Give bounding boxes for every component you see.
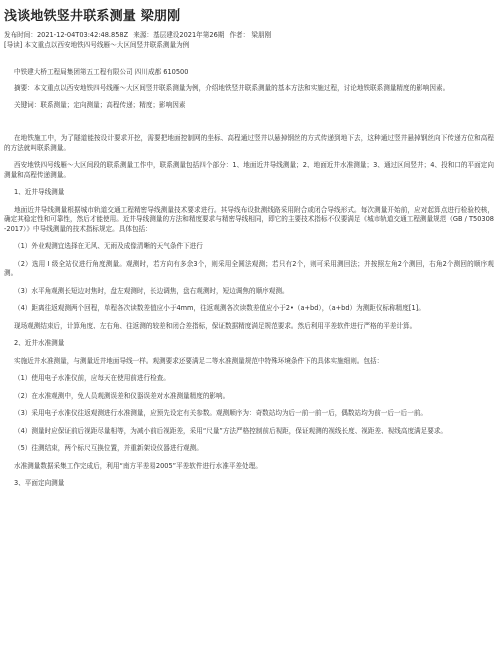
list-item: （4）测量时应保证前后视距尽量相等，为减小前后视距差，采用“尺量”方法严格控制前后视距，保证观测的视线长度、视距差、视线高度满足要求。 bbox=[14, 426, 448, 435]
list-item: （1）使用电子水准仪前，应每天在使用前进行检查。 bbox=[14, 374, 170, 382]
section-heading: 1、近井导线测量 bbox=[14, 188, 65, 196]
body-paragraph: 西安地铁四号线雁～大区间段的联系测量工作中，联系测量包括四个部分：1、地面近井导线测量；2、地面近井水准测量；3、通过区间竖井；4、投和口的平面定向测量和高程传递测量。 bbox=[4, 161, 494, 179]
body-paragraph: 水准测量数据采集工作完成后，利用“南方平差易2005”平差软件进行水准平差处理。 bbox=[14, 461, 262, 470]
lead-summary: [导读] 本文重点以西安地铁四号线雁～大区间竖井联系测量为例 bbox=[4, 41, 190, 49]
source: 来源：基层建设2021年第26期 bbox=[133, 31, 225, 39]
article-title: 浅谈地铁竖井联系测量 梁朋刚 bbox=[4, 9, 181, 24]
body-paragraph: 在地铁施工中，为了隧道能按设计要求开挖，需要把地面控制网的坐标、高程通过竖井以悬掉钢丝的方式传递到地下去，这种通过竖井悬掉钢丝向下传递方位和高程的方法就叫联系测量。 bbox=[4, 134, 494, 152]
list-item: （5）往测结束，两个标尺互换位置，并重新架设仪器进行观测。 bbox=[14, 444, 203, 452]
list-item: （2）选用 I 级全站仪进行角度测量。观测时，若方向有多余3个，则采用全圆法观测；若只有2个，则可采用测回法；并按照左角2个测回，右角2个测回的顺序观测。 bbox=[4, 259, 494, 277]
list-item: （1）外业观测宜选择在无风、无雨及成像清晰的天气条件下进行 bbox=[14, 242, 203, 250]
article-meta bbox=[4, 30, 494, 40]
author-affiliation: 中铁建大桥工程局集团第五工程有限公司 四川成都 610500 bbox=[14, 68, 189, 76]
keywords: 关键词：联系测量；定向测量；高程传递；精度；影响因素 bbox=[14, 100, 186, 109]
list-item: （4）距离往返观测两个回程，单程各次读数差值应小于4mm，往返观测各次读数差值应小于2•（a+bd），（a+bd）为测距仪标称精度[1]。 bbox=[14, 304, 425, 312]
section-heading: 3、平面定向测量 bbox=[14, 479, 65, 487]
publish-time: 发布时间：2021-12-04T03:42:48.858Z bbox=[4, 31, 129, 39]
list-item: （3）水平角观测长短边对焦时，盘左观测时，长边调焦，盘右观测时，短边调焦的顺序观测。 bbox=[14, 286, 289, 295]
body-paragraph: 地面近井导线测量根据城市轨道交通工程精密导线测量技术要求进行。其导线布设批测线路采用附合或闭合导线形式。每次测量开始前，应对起算点进行检验校核，确定其稳定性和可靠性，然后才能使用。近井导线测量的方法和精度要求与精密导线相同，即它的主要技术指标不仅要满足《城市轨道交通工程测量规范（GB / T50308-2017）》中导线测量的技术指标规定。具体包括： bbox=[4, 205, 494, 233]
author: 作者： 梁朋刚 bbox=[229, 31, 272, 39]
body-paragraph: 实施近井水准测量，与测量近井地面导线一样。观测要求还要满足二等水准测量规范中特殊环境条件下的具体实施细则。包括： bbox=[14, 356, 384, 365]
list-item: （2）在水准观测中，免人员观测误差和仪器误差对水准测量精度的影响。 bbox=[14, 391, 230, 400]
abstract: 摘要：本文重点以西安地铁四号线雁～大区间竖井联系测量为例，介绍地铁竖井联系测量的基本方法和实施过程，讨论地铁联系测量精度的影响因素。 bbox=[14, 84, 450, 92]
body-paragraph: 现场观测结束后，计算角度、左右角、往返测的较差和闭合差指标，保证数据精度满足规范要求。然后利用平差软件进行严格的平差计算。 bbox=[14, 321, 417, 330]
list-item: （3）采用电子水准仪往返观测进行水准测量，应预先设定有关参数。观测顺序为：奇数站均为后一前一前一后，偶数站均为前一后一后一前。 bbox=[14, 409, 428, 417]
section-heading: 2、近井水准测量 bbox=[14, 339, 65, 347]
